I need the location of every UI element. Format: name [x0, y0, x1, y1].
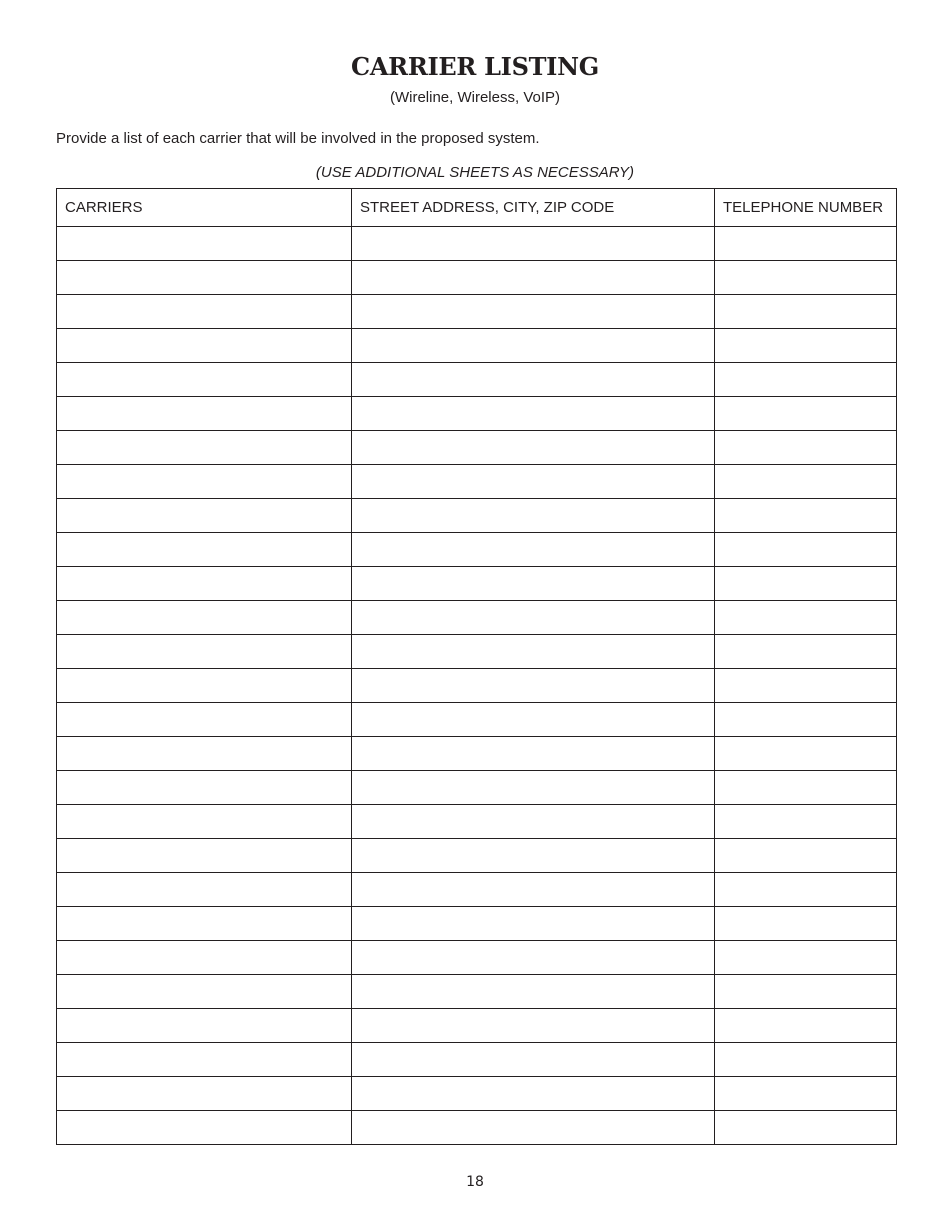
table-row — [57, 533, 897, 567]
carrier-cell[interactable] — [57, 567, 352, 601]
address-cell[interactable] — [352, 839, 715, 873]
table-row — [57, 329, 897, 363]
carrier-table-body — [57, 227, 897, 1145]
table-row — [57, 737, 897, 771]
address-cell[interactable] — [352, 873, 715, 907]
carrier-cell[interactable] — [57, 533, 352, 567]
telephone-cell[interactable] — [715, 329, 897, 363]
carrier-cell[interactable] — [57, 397, 352, 431]
address-cell[interactable] — [352, 261, 715, 295]
table-row — [57, 1009, 897, 1043]
telephone-cell[interactable] — [715, 805, 897, 839]
table-row — [57, 567, 897, 601]
telephone-cell[interactable] — [715, 737, 897, 771]
page-number: 18 — [466, 1174, 484, 1190]
table-row — [57, 295, 897, 329]
address-cell[interactable] — [352, 363, 715, 397]
header-address: STREET ADDRESS, CITY, ZIP CODE — [352, 189, 715, 227]
telephone-cell[interactable] — [715, 1009, 897, 1043]
carrier-cell[interactable] — [57, 635, 352, 669]
table-row — [57, 873, 897, 907]
address-cell[interactable] — [352, 907, 715, 941]
carrier-cell[interactable] — [57, 737, 352, 771]
table-row — [57, 907, 897, 941]
telephone-cell[interactable] — [715, 1077, 897, 1111]
telephone-cell[interactable] — [715, 771, 897, 805]
telephone-cell[interactable] — [715, 533, 897, 567]
address-cell[interactable] — [352, 533, 715, 567]
carrier-cell[interactable] — [57, 703, 352, 737]
table-row — [57, 601, 897, 635]
page-title: CARRIER LISTING — [351, 52, 599, 81]
table-row — [57, 771, 897, 805]
address-cell[interactable] — [352, 737, 715, 771]
carrier-cell[interactable] — [57, 669, 352, 703]
telephone-cell[interactable] — [715, 261, 897, 295]
address-cell[interactable] — [352, 669, 715, 703]
telephone-cell[interactable] — [715, 363, 897, 397]
telephone-cell[interactable] — [715, 295, 897, 329]
table-row — [57, 431, 897, 465]
carrier-cell[interactable] — [57, 771, 352, 805]
carrier-cell[interactable] — [57, 1077, 352, 1111]
address-cell[interactable] — [352, 295, 715, 329]
table-row — [57, 941, 897, 975]
telephone-cell[interactable] — [715, 431, 897, 465]
address-cell[interactable] — [352, 567, 715, 601]
telephone-cell[interactable] — [715, 499, 897, 533]
table-row — [57, 397, 897, 431]
address-cell[interactable] — [352, 601, 715, 635]
address-cell[interactable] — [352, 805, 715, 839]
table-row — [57, 499, 897, 533]
table-row — [57, 975, 897, 1009]
telephone-cell[interactable] — [715, 975, 897, 1009]
table-row — [57, 805, 897, 839]
header-carriers: CARRIERS — [57, 189, 352, 227]
table-row — [57, 635, 897, 669]
carrier-cell[interactable] — [57, 1009, 352, 1043]
carrier-cell[interactable] — [57, 1111, 352, 1145]
telephone-cell[interactable] — [715, 941, 897, 975]
address-cell[interactable] — [352, 635, 715, 669]
telephone-cell[interactable] — [715, 227, 897, 261]
carrier-table — [56, 188, 897, 1145]
telephone-cell[interactable] — [715, 873, 897, 907]
carrier-cell[interactable] — [57, 465, 352, 499]
address-cell[interactable] — [352, 329, 715, 363]
address-cell[interactable] — [352, 465, 715, 499]
carrier-cell[interactable] — [57, 295, 352, 329]
carrier-cell[interactable] — [57, 941, 352, 975]
telephone-cell[interactable] — [715, 907, 897, 941]
address-cell[interactable] — [352, 431, 715, 465]
carrier-cell[interactable] — [57, 363, 352, 397]
address-cell[interactable] — [352, 1009, 715, 1043]
table-row — [57, 703, 897, 737]
carrier-cell[interactable] — [57, 431, 352, 465]
carrier-cell[interactable] — [57, 1043, 352, 1077]
carrier-cell[interactable] — [57, 805, 352, 839]
table-row — [57, 1043, 897, 1077]
table-row — [57, 669, 897, 703]
address-cell[interactable] — [352, 771, 715, 805]
carrier-cell[interactable] — [57, 873, 352, 907]
telephone-cell[interactable] — [715, 465, 897, 499]
additional-sheets-note: (USE ADDITIONAL SHEETS AS NECESSARY) — [315, 164, 635, 181]
carrier-cell[interactable] — [57, 261, 352, 295]
telephone-cell[interactable] — [715, 1111, 897, 1145]
address-cell[interactable] — [352, 703, 715, 737]
telephone-cell[interactable] — [715, 601, 897, 635]
carrier-cell[interactable] — [57, 227, 352, 261]
carrier-cell[interactable] — [57, 975, 352, 1009]
address-cell[interactable] — [352, 397, 715, 431]
table-row — [57, 1077, 897, 1111]
carrier-cell[interactable] — [57, 601, 352, 635]
address-cell[interactable] — [352, 227, 715, 261]
table-row — [57, 227, 897, 261]
table-row — [57, 261, 897, 295]
telephone-cell[interactable] — [715, 703, 897, 737]
table-row — [57, 363, 897, 397]
address-cell[interactable] — [352, 941, 715, 975]
telephone-cell[interactable] — [715, 1043, 897, 1077]
page-subtitle: (Wireline, Wireless, VoIP) — [389, 89, 561, 106]
table-row — [57, 465, 897, 499]
telephone-cell[interactable] — [715, 839, 897, 873]
carrier-cell[interactable] — [57, 329, 352, 363]
telephone-cell[interactable] — [715, 635, 897, 669]
table-row — [57, 839, 897, 873]
address-cell[interactable] — [352, 975, 715, 1009]
instruction-text: Provide a list of each carrier that will be involved in the proposed system. — [56, 130, 540, 147]
table-row — [57, 1111, 897, 1145]
telephone-cell[interactable] — [715, 669, 897, 703]
address-cell[interactable] — [352, 1043, 715, 1077]
table-header-row — [57, 189, 897, 227]
carrier-cell[interactable] — [57, 839, 352, 873]
carrier-cell[interactable] — [57, 907, 352, 941]
carrier-cell[interactable] — [57, 499, 352, 533]
telephone-cell[interactable] — [715, 397, 897, 431]
telephone-cell[interactable] — [715, 567, 897, 601]
address-cell[interactable] — [352, 1111, 715, 1145]
header-telephone: TELEPHONE NUMBER — [715, 189, 897, 227]
address-cell[interactable] — [352, 1077, 715, 1111]
address-cell[interactable] — [352, 499, 715, 533]
